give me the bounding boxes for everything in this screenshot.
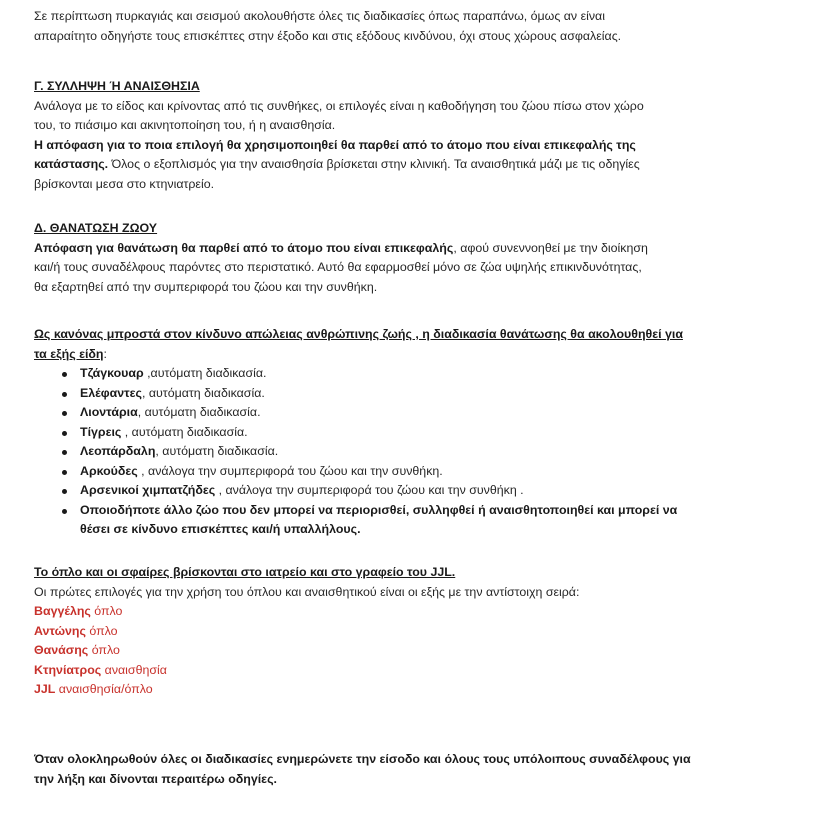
person-name: Θανάσης xyxy=(34,643,89,657)
species-name: Αρσενικοί χιμπατζήδες xyxy=(80,483,216,497)
list-item xyxy=(34,501,794,540)
person-option: αναισθησία xyxy=(101,662,167,677)
person-option: αναισθησία/όπλο xyxy=(55,682,153,696)
list-item xyxy=(34,423,794,443)
species-name: Τζάγκουαρ xyxy=(80,366,144,380)
section-heading: Δ. ΘΑΝΑΤΩΣΗ ΖΩΟΥ xyxy=(34,221,158,235)
paragraph-line xyxy=(34,155,794,175)
paragraph-line xyxy=(34,239,794,259)
paragraph-line: και/ή τους συναδέλφους παρόντες στο περιστατικό. Αυτό θα εφαρμοσθεί μόνο σε ζώα υψηλής επικινδυνότητας, xyxy=(34,260,642,274)
person-name: Αντώνης xyxy=(34,623,86,638)
species-name: Αρκούδες xyxy=(80,463,138,478)
closing-line: Όταν ολοκληρωθούν όλες οι διαδικασίες ενημερώνετε την είσοδο και όλους τους υπόλοιπους συναδέλφους για xyxy=(34,752,691,766)
rule-text: τα εξής είδη xyxy=(34,346,104,361)
person-line xyxy=(34,661,794,681)
species-name: Ελέφαντες xyxy=(80,385,142,400)
person-name: Βαγγέλης xyxy=(34,604,91,618)
species-desc: , αυτόματη διαδικασία. xyxy=(121,424,248,439)
list-item xyxy=(34,384,794,404)
person-option: όπλο xyxy=(90,604,123,618)
list-text: θέσει σε κίνδυνο επισκέπτες και/ή υπαλλήλους. xyxy=(80,522,361,536)
plain-text: , αφού συνεννοηθεί με την διοίκηση xyxy=(453,240,648,255)
section-euthanasia xyxy=(34,219,794,297)
closing-line: την λήξη και δίνονται περαιτέρω οδηγίες. xyxy=(34,771,277,786)
rule-line xyxy=(34,345,794,365)
list-item xyxy=(34,442,794,462)
paragraph-line: θα εξαρτηθεί από την συμπεριφορά του ζώου και την συνθήκη. xyxy=(34,279,378,294)
person-line xyxy=(34,602,794,622)
section-heading: Γ. ΣΥΛΛΗΨΗ Ή ΑΝΑΙΣΘΗΣΙΑ xyxy=(34,79,200,93)
list-item xyxy=(34,462,794,482)
species-desc: ,αυτόματη διαδικασία. xyxy=(143,366,267,380)
plain-text: Όλος ο εξοπλισμός για την αναισθησία βρίσκεται στην κλινική. Τα αναισθητικά μάζι με τις οδηγίες xyxy=(108,157,640,171)
species-desc: , αυτόματη διαδικασία. xyxy=(155,444,279,458)
species-list xyxy=(34,364,794,540)
list-item xyxy=(34,364,794,384)
rule-block xyxy=(34,325,794,540)
section-capture xyxy=(34,77,794,194)
species-name: Λιοντάρια xyxy=(80,405,138,419)
species-desc: , ανάλογα την συμπεριφορά του ζώου και την συνθήκη . xyxy=(215,483,524,497)
person-option: όπλο xyxy=(88,643,120,657)
person-line xyxy=(34,641,794,661)
person-name: Κτηνίατρος xyxy=(34,662,102,677)
rule-colon: : xyxy=(103,346,107,361)
person-line xyxy=(34,680,794,700)
list-text: Οποιοδήποτε άλλο ζώο που δεν μπορεί να περιορισθεί, συλληφθεί ή αναισθητοποιηθεί και μπορεί να xyxy=(80,502,678,517)
person-option: όπλο xyxy=(85,623,118,638)
intro-paragraph xyxy=(34,7,794,46)
paragraph-line-bold: Η απόφαση για το ποια επιλογή θα χρησιμοποιηθεί θα παρθεί από το άτομο που είναι επικεφαλής της xyxy=(34,137,636,152)
paragraph-line: Ανάλογα με το είδος και κρίνοντας από τις συνθήκες, οι επιλογές είναι η καθοδήγηση του ζώου πίσω στον χώρο xyxy=(34,98,644,113)
paragraph-line: βρίσκονται μεσα στο κτηνιατρείο. xyxy=(34,176,215,191)
paragraph-line: Οι πρώτες επιλογές για την χρήση του όπλου και αναισθητικού είναι οι εξής με την αντίστοιχη σειρά: xyxy=(34,584,580,599)
species-desc: , αυτόματη διαδικασία. xyxy=(141,385,265,400)
rule-line: Ως κανόνας μπροστά στον κίνδυνο απώλειας ανθρώπινης ζωής , η διαδικασία θανάτωσης θα ακολουθηθεί για xyxy=(34,327,683,341)
species-desc: , ανάλογα την συμπεριφορά του ζώου και την συνθήκη. xyxy=(137,463,443,478)
intro-line: απαραίτητο οδηγήστε τους επισκέπτες στην έξοδο και στις εξόδους κινδύνου, όχι στους χώρους ασφαλείας. xyxy=(34,28,622,43)
species-desc: , αυτόματη διαδικασία. xyxy=(137,405,261,419)
bold-text: κατάστασης. xyxy=(34,157,109,171)
list-item xyxy=(34,403,794,423)
list-item xyxy=(34,481,794,501)
species-name: Τίγρεις xyxy=(80,424,122,439)
weapon-heading: Το όπλο και οι σφαίρες βρίσκονται στο ιατρείο και στο γραφείο του JJL. xyxy=(34,565,456,579)
person-line xyxy=(34,622,794,642)
bold-text: Απόφαση για θανάτωση θα παρθεί από το άτομο που είναι επικεφαλής xyxy=(34,240,454,255)
paragraph-line: του, το πιάσιμο και ακινητοποίηση του, ή η αναισθησία. xyxy=(34,118,336,132)
weapon-section xyxy=(34,563,794,700)
intro-line: Σε περίπτωση πυρκαγιάς και σεισμού ακολουθήστε όλες τις διαδικασίες όπως παραπάνω, όμως αν είναι xyxy=(34,9,605,23)
closing-paragraph xyxy=(34,750,794,789)
species-name: Λεοπάρδαλη xyxy=(80,444,156,458)
person-name: JJL xyxy=(34,682,56,696)
